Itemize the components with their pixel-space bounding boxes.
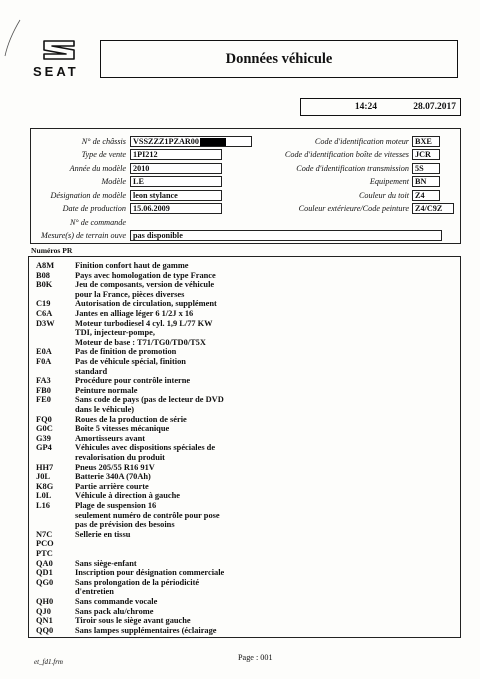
pr-line (36, 309, 193, 319)
field-label: Désignation de modèle (50, 190, 126, 200)
redacted-block (200, 138, 226, 146)
pr-code (36, 453, 75, 463)
pr-line (36, 568, 224, 578)
pr-code: HH7 (36, 462, 54, 472)
pr-line (36, 549, 75, 559)
form-filename: et_fd1.frm (34, 658, 63, 666)
pr-code: QA0 (36, 558, 53, 568)
pr-line (36, 616, 191, 626)
pr-line (36, 626, 217, 636)
pr-description: Sans lampes supplémentaires (éclairage (75, 625, 217, 635)
field-transmission-code (251, 162, 460, 174)
pr-code: PCO (36, 539, 54, 549)
field-label: Modèle (101, 177, 126, 186)
field-label: Code d'identification moteur (314, 136, 409, 146)
pr-code: FE0 (36, 395, 51, 405)
pr-description: Moteur de base : T71/TG0/TD0/T5X (75, 337, 206, 347)
pr-line (36, 424, 169, 434)
field-equipment (251, 176, 460, 188)
field-roof-color (251, 189, 460, 201)
field-value: 2010 (130, 163, 222, 174)
seat-logo-icon (40, 38, 78, 62)
field-value: Z4/C9Z (412, 203, 454, 214)
pr-code: FB0 (36, 385, 51, 395)
pr-code (36, 290, 75, 300)
pr-code: C6A (36, 309, 53, 318)
field-value: pas disponible (130, 230, 442, 241)
pr-code: L16 (36, 501, 50, 510)
pr-description: pas de prévision des besoins (75, 520, 175, 530)
field-value: 1PI212 (130, 149, 222, 160)
pr-description: Moteur turbodiesel 4 cyl. 1,9 L/77 KW (75, 318, 213, 328)
field-engine-code (251, 135, 460, 147)
pr-code (36, 338, 75, 348)
pr-line (36, 520, 175, 530)
pr-code: B0K (36, 280, 53, 290)
pr-line (36, 376, 190, 386)
pr-code: G39 (36, 433, 51, 443)
pr-line (36, 280, 214, 290)
pr-line (36, 607, 154, 617)
pr-code: G0C (36, 424, 53, 434)
field-model-name (31, 189, 261, 201)
pr-description: Pneus 205/55 R16 91V (75, 462, 155, 472)
field-field-measures (31, 230, 460, 242)
pr-description: Procédure pour contrôle interne (75, 376, 191, 386)
pr-code: E0A (36, 347, 52, 357)
vehicle-info-box (30, 128, 461, 244)
pr-description: Sellerie en tissu (75, 529, 131, 539)
pr-description: Partie arrière courte (75, 481, 149, 491)
pr-code: FQ0 (36, 414, 52, 424)
pr-code: K8G (36, 481, 54, 491)
pr-line (36, 271, 216, 281)
pr-code: B08 (36, 270, 50, 280)
pr-description: Pas de véhicule spécial, finition (75, 357, 186, 366)
pr-line (36, 434, 145, 444)
pr-code: QH0 (36, 597, 54, 606)
pr-description: Véhicule à direction à gauche (75, 491, 180, 501)
pr-description: Pays avec homologation de type France (75, 270, 216, 280)
pr-description: revalorisation du produit (75, 453, 165, 462)
pr-code: N7C (36, 529, 53, 539)
pr-description: Sans commande vocale (75, 597, 158, 606)
pr-line (36, 290, 184, 300)
pr-description: Peinture normale (75, 385, 138, 395)
pr-description: Pas de finition de promotion (75, 347, 177, 357)
print-time: 14:24 (354, 102, 377, 112)
pr-code: L0L (36, 491, 52, 501)
page-title: Données véhicule (100, 40, 458, 78)
pr-code: A8M (36, 261, 55, 270)
pr-code: C19 (36, 299, 51, 309)
pr-description: standard (75, 366, 108, 376)
pr-list (28, 256, 461, 638)
pr-line (36, 386, 137, 396)
pr-line (36, 539, 75, 549)
pr-code: D3W (36, 318, 55, 328)
field-value: leon stylance (130, 190, 222, 201)
pr-description: pour la France, pièces diverses (75, 289, 185, 299)
field-order-number (31, 216, 261, 228)
pr-description: Tiroir sous le siège avant gauche (75, 616, 191, 626)
pr-line (36, 559, 137, 569)
pr-code: GP4 (36, 443, 52, 453)
field-label: Type de vente (81, 150, 126, 159)
pr-description: Finition confort haut de gamme (75, 261, 189, 270)
pr-line (36, 405, 134, 415)
pr-line (36, 578, 199, 588)
field-value: JCR (412, 149, 440, 160)
field-label: Couleur extérieure/Code peinture (298, 204, 409, 213)
pr-line (36, 261, 189, 271)
pr-line (36, 328, 155, 338)
pr-line (36, 597, 157, 607)
pr-description: Autorisation de circulation, supplément (75, 299, 217, 309)
pr-line (36, 453, 165, 463)
pr-code (36, 328, 75, 338)
pr-line (36, 395, 224, 405)
field-label: Année du modèle (69, 163, 126, 173)
field-sale-type (31, 149, 261, 161)
pr-description: Sans siège-enfant (75, 558, 137, 568)
pr-code: J0L (36, 472, 50, 482)
pr-line (36, 319, 213, 329)
field-value: BN (412, 176, 440, 187)
timestamp-box (300, 98, 461, 116)
field-paint-code (251, 203, 460, 215)
page-number: Page : 001 (238, 653, 273, 662)
field-model-year (31, 162, 261, 174)
pr-code: QQ0 (36, 625, 54, 635)
pr-code: FA3 (36, 376, 51, 386)
pr-code (36, 405, 75, 415)
pr-code: F0A (36, 357, 52, 366)
field-label: Couleur du toit (358, 190, 409, 200)
field-value: 5S (412, 163, 440, 174)
pr-description: TDI, injecteur-pompe, (75, 328, 155, 338)
pr-line (36, 491, 180, 501)
pr-code: QD1 (36, 568, 53, 578)
pr-description: Sans prolongation de la périodicité (75, 577, 200, 587)
pr-description: dans le véhicule) (75, 405, 135, 414)
field-chassis (31, 135, 261, 147)
pr-description: Jantes en alliage léger 6 1/2J x 16 (75, 309, 194, 318)
pr-line (36, 511, 220, 521)
field-value: Z4 (412, 190, 440, 201)
pr-line (36, 367, 107, 377)
print-date: 28.07.2017 (413, 102, 456, 112)
pr-line (36, 530, 130, 540)
field-label: Code d'identification boîte de vitesses (284, 150, 409, 159)
pr-line (36, 501, 156, 511)
pr-description: Sans pack alu/chrome (75, 606, 154, 616)
pr-line (36, 338, 206, 348)
pr-description: d'entretien (75, 587, 114, 597)
pr-code (36, 511, 75, 521)
pr-code: PTC (36, 549, 53, 558)
field-label: Date de production (62, 204, 126, 213)
scan-mark (2, 18, 24, 58)
pr-description: Sans code de pays (pas de lecteur de DVD (75, 395, 224, 405)
pr-heading: Numéros PR (31, 246, 73, 255)
field-value: VSSZZZ1PZAR00 (130, 136, 252, 147)
field-label: Mesure(s) de terrain ouve (41, 231, 126, 240)
field-label: Code d'identification transmission (296, 163, 409, 173)
field-label: Equipement (369, 177, 409, 186)
pr-code: QJ0 (36, 606, 51, 616)
pr-line (36, 415, 187, 425)
field-value: BXE (412, 136, 440, 147)
pr-line (36, 357, 186, 367)
pr-description: Boîte 5 vitesses mécanique (75, 424, 170, 434)
field-production-date (31, 203, 261, 215)
field-gearbox-code (251, 149, 460, 161)
pr-description: Roues de la production de série (75, 414, 187, 424)
pr-description: Inscription pour désignation commerciale (75, 568, 225, 578)
field-label: N° de commande (69, 217, 126, 227)
pr-code: QG0 (36, 577, 54, 587)
pr-line (36, 587, 114, 597)
field-value: 15.06.2009 (130, 203, 222, 214)
pr-line (36, 347, 176, 357)
pr-code (36, 520, 75, 530)
pr-description: seulement numéro de contrôle pour pose (75, 510, 220, 520)
pr-code: QN1 (36, 616, 53, 626)
field-value: LE (130, 176, 222, 187)
pr-description: Amortisseurs avant (75, 433, 146, 443)
field-model (31, 176, 261, 188)
pr-description: Véhicules avec dispositions spéciales de (75, 443, 216, 453)
pr-description: Plage de suspension 16 (75, 501, 157, 510)
pr-description: Batterie 340A (70Ah) (75, 472, 151, 482)
pr-code (36, 367, 75, 377)
pr-line (36, 463, 155, 473)
pr-line (36, 443, 215, 453)
pr-line (36, 482, 149, 492)
pr-description: Jeu de composants, version de véhicule (75, 280, 215, 290)
seat-logo-text: SEAT (33, 64, 79, 79)
pr-line (36, 299, 217, 309)
field-label: N° de châssis (81, 136, 126, 146)
pr-code (36, 587, 75, 597)
pr-line (36, 472, 151, 482)
